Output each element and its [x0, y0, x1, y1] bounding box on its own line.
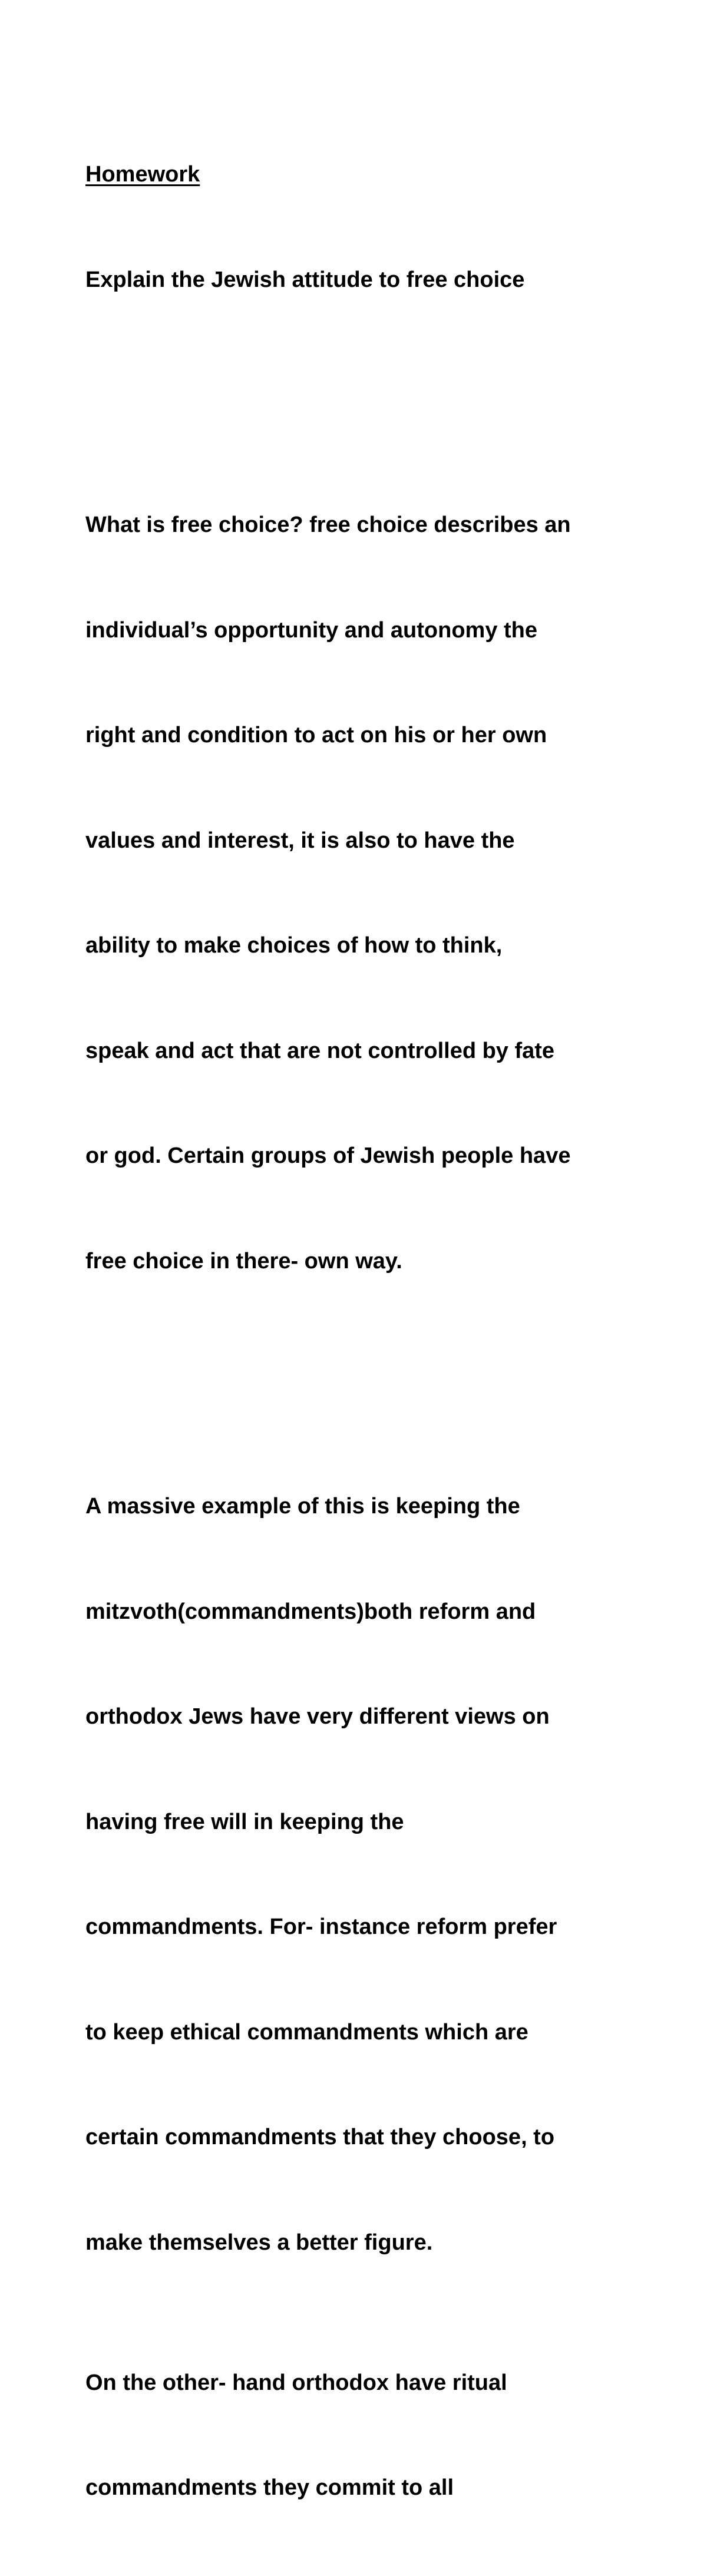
paragraph2-line: to keep ethical commandments which are	[85, 2019, 528, 2045]
paragraph3-line: commandments they commit to all	[85, 2475, 454, 2500]
question-line: Explain the Jewish attitude to free choice	[85, 267, 525, 292]
paragraph2-line: A massive example of this is keeping the	[85, 1494, 520, 1519]
document-body	[85, 87, 627, 2576]
paragraph1-line: values and interest, it is also to have the	[85, 828, 515, 853]
paragraph1-line: individual’s opportunity and autonomy the	[85, 617, 538, 643]
paragraph2-line: orthodox Jews have very different views on	[85, 1704, 550, 1729]
paragraph1-line: free choice in there- own way.	[85, 1248, 402, 1274]
paragraph1-line: ability to make choices of how to think,	[85, 933, 503, 958]
paragraph2-line: certain commandments that they choose, to	[85, 2125, 555, 2150]
paragraph2-line: make themselves a better figure.	[85, 2230, 433, 2255]
blank-line	[85, 368, 627, 403]
paragraph1-line: speak and act that are not controlled by fate	[85, 1038, 555, 1063]
paragraph1-line: or god. Certain groups of Jewish people have	[85, 1143, 571, 1168]
paragraph1-line: right and condition to act on his or her own	[85, 723, 547, 748]
paragraph1-line: What is free choice? free choice describes an	[85, 512, 571, 537]
paragraph2-line: mitzvoth(commandments)both reform and	[85, 1599, 536, 1624]
paragraph2-line: commandments. For- instance reform prefer	[85, 1914, 557, 1939]
blank-line	[85, 1349, 627, 1384]
homework-heading: Homework	[85, 162, 200, 187]
paragraph2-line: having free will in keeping the	[85, 1809, 404, 1834]
paragraph3-line: On the other- hand orthodox have ritual	[85, 2370, 507, 2395]
